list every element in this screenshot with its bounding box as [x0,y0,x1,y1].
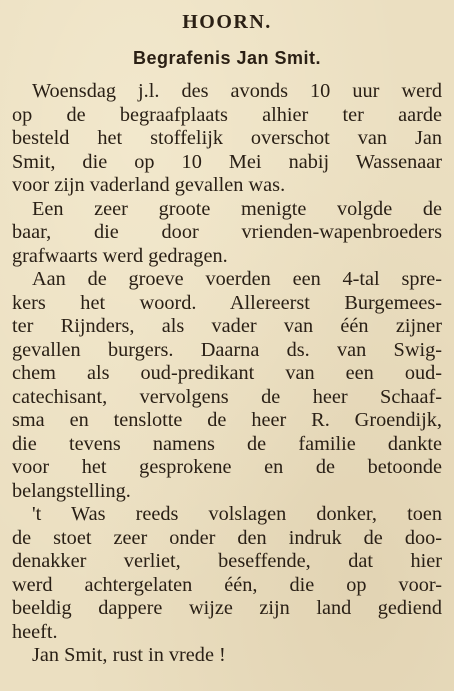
article-line: grafwaarts werd gedragen. [12,244,228,267]
article-line: Een zeer groote menigte volgde de [32,197,442,220]
article-line: kers het woord. Allereerst Burgemees- [12,291,442,314]
article-line: sma en tenslotte de heer R. Groendijk, [12,409,442,431]
article-body [12,80,442,668]
article-line: op de begraafplaats alhier ter aarde [12,103,442,126]
article-line: ter Rijnders, als vader van één zijner [12,315,442,337]
article-line: baar, die door vrienden-wapenbroeders [12,221,442,243]
article-line: de stoet zeer onder den indruk de doo- [12,526,442,549]
article-line: die tevens namens de familie dankte [12,432,442,455]
article-line: beeldig dappere wijze zijn land gediend [12,597,442,619]
article-line: gevallen burgers. Daarna ds. van Swig- [12,338,442,361]
newspaper-article [12,8,442,668]
article-line: Aan de groeve voerden een 4-tal spre- [32,268,442,290]
article-line: chem als oud-predikant van een oud- [12,362,442,384]
article-headline: Begrafenis Jan Smit. [132,48,322,68]
article-line: denakker verliet, beseffende, dat hier [12,550,442,572]
article-line: 't Was reeds volslagen donker, toen [32,503,442,525]
article-line: catechisant, vervolgens de heer Schaaf- [12,385,442,408]
place-heading: HOORN. [182,11,272,33]
article-line: heeft. [12,620,58,643]
article-line: voor het gesprokene en de betoonde [12,456,442,478]
article-line: werd achtergelaten één, die op voor- [12,573,442,596]
article-line: Smit, die op 10 Mei nabij Wassenaar [12,150,442,173]
article-line: Woensdag j.l. des avonds 10 uur werd [32,80,442,102]
article-line: Jan Smit, rust in vrede ! [32,644,226,666]
article-line: voor zijn vaderland gevallen was. [12,174,286,196]
article-line: besteld het stoffelijk overschot van Jan [12,127,442,149]
article-line: belangstelling. [12,479,131,502]
